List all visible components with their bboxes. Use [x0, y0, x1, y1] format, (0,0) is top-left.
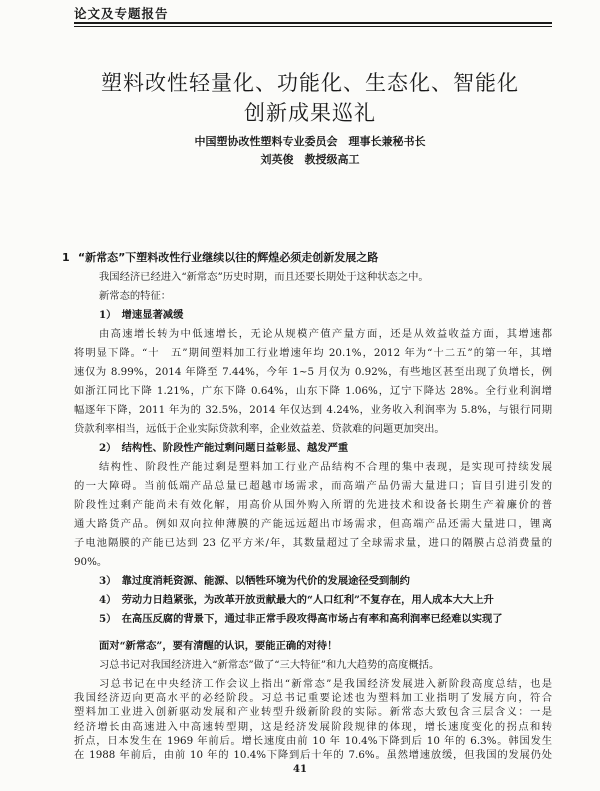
article-title-line-1: 塑料改性轻量化、功能化、生态化、智能化: [101, 71, 519, 95]
paragraph-line: 我国经济已经进入“新常态”历史时期，而且还要长期处于这种状态之中。: [99, 271, 429, 283]
article-title-line-2: 创新成果巡礼: [244, 101, 376, 125]
paragraph-line: 折点，日本发生在 1969 年前后。增长速度由前 10 年 10.4%下降到后 10 年的 6.3%。韩国发生: [74, 734, 552, 747]
paragraph-line: 新常态的特征：: [99, 290, 172, 302]
paragraph-line: 速仅为 8.99%，2014 年降至 7.44%，今年 1~5 月仅为 0.92%，有些地区甚至出现了负增长，例: [74, 366, 552, 378]
section-heading: [62, 249, 378, 265]
paragraph-line: 由高速增长转为中低速增长，无论从规模产值产量方面，还是从效益收益方面，其增速都: [99, 328, 552, 340]
author-name: 刘英俊 教授级高工: [260, 153, 360, 166]
list-item-heading: 2） 结构性、阶段性产能过剩问题日益彰显、越发严重: [99, 442, 349, 454]
section-number: 1: [62, 251, 70, 264]
paragraph-line: 结构性、阶段性产能过剩是塑料加工行业产品结构不合理的集中表现，是实现可持续发展: [99, 461, 552, 473]
author-affiliation: 中国塑协改性塑料专业委员会 理事长兼秘书长: [194, 135, 426, 148]
paragraph-line: 经济增长由高速进入中高速转型期，这是经济发展阶段规律的体现，增长速度变化的拐点和转: [74, 720, 552, 733]
paragraph-line: 在 1988 年前后，由前 10 年的 10.4%下降到后十年的 7.6%。虽然增速放缓，但我国的发展仍处: [74, 749, 552, 761]
paragraph-line: 塑料加工业进入创新驱动发展和产业转型升级新阶段的实际。新常态大致包含三层含义：一是: [74, 706, 552, 719]
paragraph-line: 90%。: [74, 556, 108, 568]
journal-section-header: 论文及专题报告: [74, 6, 169, 21]
list-item-heading: 5） 在高压反腐的背景下，通过非正常手段攻得高市场占有率和高利润率已经难以实现了: [99, 613, 503, 625]
page-number: 41: [293, 764, 307, 775]
paragraph-line: 子电池隔膜的产能已达到 23 亿平方米/年，其数量超过了全球需求量，进口的隔膜占总消费量的: [74, 537, 552, 549]
paragraph-line: 如浙江同比下降 1.21%，广东下降 0.64%，山东下降 1.06%，辽宁下降达 28%。全行业利润增: [74, 385, 552, 397]
paragraph-line: 我国经济迈向更高水平的必经阶段。习总书记重要论述也为塑料加工业指明了发展方向，符合: [74, 692, 552, 705]
paragraph-line: 阶段性过剩产能尚未有效化解，用高价从国外购入所谓的先进技术和设备长期生产着廉价的普: [74, 499, 552, 511]
header-rule: [74, 22, 552, 24]
paragraph-line: 习总书记对我国经济进入“新常态”做了“三大特征”和九大趋势的高度概括。: [99, 659, 440, 671]
paragraph-line: 将明显下降。“十 五”期间塑料加工行业增速年均 20.1%，2012 年为“十二五”的第一年，其增: [74, 347, 552, 359]
section-title: “新常态”下塑料改性行业继续以往的辉煌必须走创新发展之路: [77, 251, 379, 264]
header-rule-thin: [74, 26, 552, 27]
paragraph-line: 习总书记在中央经济工作会议上指出“新常态”是我国经济发展进入新阶段高度总结，也是: [99, 678, 552, 690]
paragraph-line: 的一大障碍。当前低端产品总量已超越市场需求，而高端产品仍需大量进口；盲目引进引发的: [74, 480, 552, 492]
list-item-heading: 1） 增速显著减缓: [99, 309, 184, 321]
paragraph-line: 幅逐年下降，2011 年为的 32.5%，2014 年仅达到 4.24%，业务收入利润率为 5.8%，与银行同期: [74, 404, 552, 416]
paragraph-line: 通大路货产品。例如双向拉伸薄膜的产能远远超出市场需求，但高端产品还需大量进口，锂离: [74, 518, 552, 530]
list-item-heading: 3） 靠过度消耗资源、能源、以牺牲环境为代价的发展途径受到制约: [99, 575, 410, 587]
emphasis-line: 面对“新常态”，要有清醒的认识，要能正确的对待！: [99, 640, 338, 652]
paragraph-line: 贷款利率相当，远低于企业实际贷款利率，企业效益差、贷款难的问题更加突出。: [74, 423, 445, 435]
list-item-heading: 4） 劳动力日趋紧张，为改革开放贡献最大的“人口红利”不复存在，用人成本大大上升: [99, 594, 494, 606]
